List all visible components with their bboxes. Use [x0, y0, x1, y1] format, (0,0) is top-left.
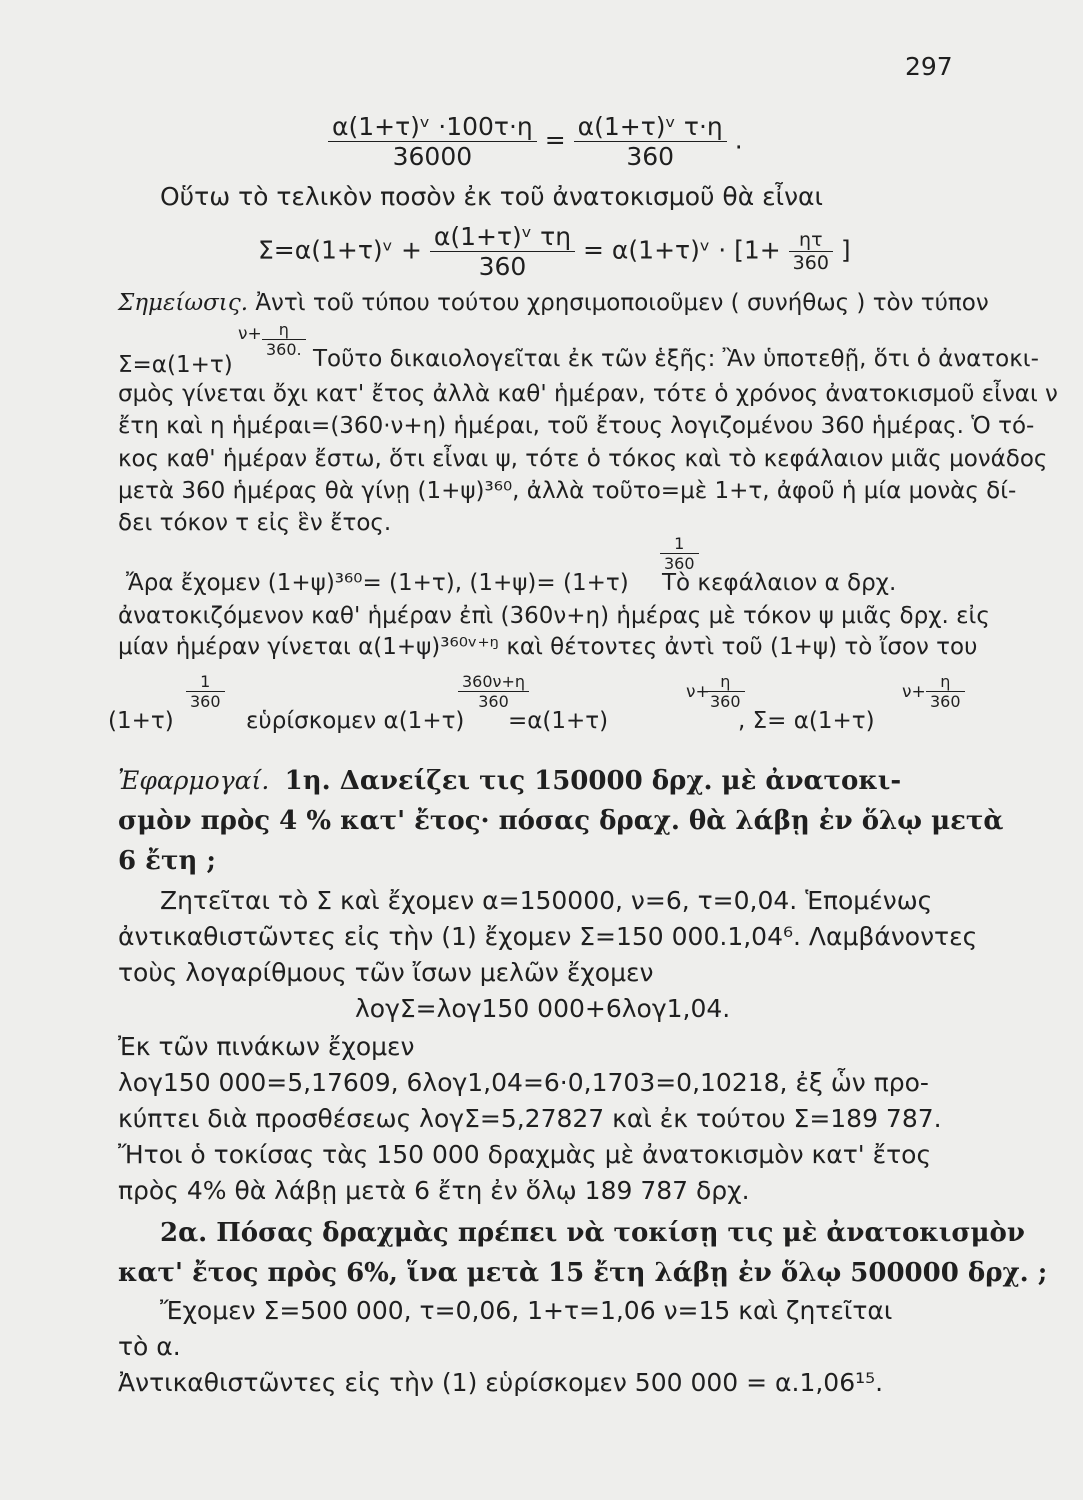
equation-daily-interest	[328, 112, 743, 171]
formula-explanation: Τοῦτο δικαιολογεῖται ἐκ τῶν ἑξῆς: Ἂν ὑποτεθῇ, ὅτι ὁ ἀνατοκι-	[313, 346, 1039, 372]
paragraph-line: Ζητεῖται τὸ Σ καὶ ἔχομεν α=150000, ν=6, τ=0,04. Ἑπομένως	[160, 886, 933, 915]
paragraph-line: ἀνατοκιζόμενον καθ' ἡμέραν ἐπὶ (360ν+η) ἡμέρας μὲ τόκον ψ μιᾶς δρχ. εἰς	[118, 603, 990, 629]
fraction-denominator: 360	[190, 692, 221, 711]
applications-label: Ἐφαρμογαί.	[118, 766, 270, 795]
fraction-numerator: 1	[186, 672, 225, 692]
exponent-fraction	[186, 672, 225, 711]
equation-part: , Σ= α(1+τ)	[738, 708, 875, 734]
fraction-denominator: 360	[626, 142, 675, 171]
application-line: 6 ἔτη ;	[118, 846, 216, 876]
note-label: Σημείωσις.	[118, 290, 249, 316]
fraction-denominator: 360	[710, 692, 741, 711]
paragraph-line	[126, 570, 896, 596]
exponent-prefix: ν+	[686, 682, 710, 702]
paragraph-line: Ἤτοι ὁ τοκίσας τὰς 150 000 δραχμὰς μὲ ἀνατοκισμὸν κατ' ἔτος	[118, 1140, 932, 1169]
paragraph-line: Ἔχομεν Σ=500 000, τ=0,06, 1+τ=1,06 ν=15 καὶ ζητεῖται	[160, 1296, 893, 1325]
fraction-numerator: 1	[660, 534, 699, 554]
paragraph-line: σμὸς γίνεται ὄχι κατ' ἔτος ἀλλὰ καθ' ἡμέραν, τότε ὁ χρόνος ἀνατοκισμοῦ εἶναι ν	[118, 381, 1058, 407]
paragraph-line: λογ150 000=5,17609, 6λογ1,04=6·0,1703=0,10218, ἐξ ὧν προ-	[118, 1068, 929, 1097]
root-exponent-fraction	[660, 534, 699, 573]
fraction-right	[574, 112, 727, 171]
fraction-denominator: 360	[930, 692, 961, 711]
equation-part: εὑρίσκομεν α(1+τ)	[246, 708, 465, 734]
note-line	[118, 290, 989, 316]
fraction-numerator: η	[706, 672, 745, 692]
paragraph-line: τὸ α.	[118, 1332, 181, 1361]
paragraph-line: Ἀντικαθιστῶντες εἰς τὴν (1) εὑρίσκομεν 500 000 = α.1,06¹⁵.	[118, 1368, 884, 1397]
paragraph-line: ἀντικαθιστῶντες εἰς τὴν (1) ἔχομεν Σ=150 000.1,04⁶. Λαμβάνοντες	[118, 922, 978, 951]
fraction-denominator: 360	[478, 692, 509, 711]
exponent-prefix: ν+	[902, 682, 926, 702]
exponent-fraction	[458, 672, 529, 711]
equation-exponents	[108, 672, 968, 732]
fraction-denominator: 360	[478, 252, 527, 281]
paragraph-line: μετὰ 360 ἡμέρας θὰ γίνῃ (1+ψ)³⁶⁰, ἀλλὰ τοῦτο=μὲ 1+τ, ἀφοῦ ἡ μία μονὰς δί-	[118, 478, 1017, 504]
fraction	[430, 222, 575, 281]
formula-exponent-fraction	[262, 320, 306, 359]
equation-part: ]	[840, 235, 851, 265]
application-line: κατ' ἔτος πρὸς 6%, ἵνα μετὰ 15 ἔτη λάβῃ ἐν ὅλῳ 500000 δρχ. ;	[118, 1258, 1048, 1288]
period: .	[734, 125, 743, 155]
fraction-numerator: 360ν+η	[458, 672, 529, 692]
equals-sign: =	[544, 125, 566, 155]
application-heading: 2α. Πόσας δραχμὰς πρέπει νὰ τοκίσῃ τις μὲ ἀνατοκισμὸν	[160, 1218, 1025, 1248]
fraction-denominator: 360	[792, 252, 829, 274]
paragraph-line: ἔτη καὶ η ἡμέραι=(360·ν+η) ἡμέραι, τοῦ ἔτους λογιζομένου 360 ἡμέρας. Ὁ τό-	[118, 413, 1035, 439]
fraction	[789, 229, 833, 274]
equation-final-sum	[258, 222, 851, 281]
note-text: Ἀντὶ τοῦ τύπου τούτου χρησιμοποιοῦμεν ( συνήθως ) τὸν τύπον	[255, 290, 989, 316]
therefore-text: Ἄρα ἔχομεν (1+ψ)³⁶⁰= (1+τ), (1+ψ)= (1+τ)	[126, 570, 629, 596]
equation-part: = α(1+τ)ᵛ · [1+	[583, 235, 781, 265]
fraction-numerator: α(1+τ)ᵛ τη	[430, 222, 575, 252]
paragraph-line: Ἐκ τῶν πινάκων ἔχομεν	[118, 1032, 415, 1061]
fraction-numerator: ητ	[789, 229, 833, 252]
application-heading	[118, 766, 901, 796]
formula-base: Σ=α(1+τ)	[118, 352, 233, 378]
paragraph-line: μίαν ἡμέραν γίνεται α(1+ψ)³⁶⁰ᵛ⁺ᵑ καὶ θέτοντες ἀντὶ τοῦ (1+ψ) τὸ ἴσον του	[118, 634, 978, 660]
equation-part: =α(1+τ)	[508, 708, 609, 734]
text-line: Οὕτω τὸ τελικὸν ποσὸν ἐκ τοῦ ἀνατοκισμοῦ θὰ εἶναι	[160, 182, 824, 211]
page-number: 297	[905, 52, 953, 81]
application-title: 1η. Δανείζει τις 150000 δρχ. μὲ ἀνατοκι-	[284, 766, 902, 796]
paragraph-line: τοὺς λογαρίθμους τῶν ἴσων μελῶν ἔχομεν	[118, 958, 654, 987]
equation-part: (1+τ)	[108, 708, 174, 734]
equation-part: Σ=α(1+τ)ᵛ +	[258, 235, 422, 265]
formula-line: λογΣ=λογ150 000+6λογ1,04.	[355, 994, 731, 1023]
capital-text: Τὸ κεφάλαιον α δρχ.	[661, 570, 897, 596]
paragraph-line: κύπτει διὰ προσθέσεως λογΣ=5,27827 καὶ ἐκ τούτου Σ=189 787.	[118, 1104, 942, 1133]
paragraph-line: κος καθ' ἡμέραν ἔστω, ὅτι εἶναι ψ, τότε ὁ τόκος καὶ τὸ κεφάλαιον μιᾶς μονάδος	[118, 446, 1048, 472]
exponent-fraction	[926, 672, 965, 711]
fraction-numerator: α(1+τ)ᵛ ·100τ·η	[328, 112, 537, 142]
fraction-denominator: 36000	[392, 142, 473, 171]
fraction-numerator: η	[926, 672, 965, 692]
paragraph-line: δει τόκον τ εἰς ἓν ἔτος.	[118, 510, 392, 536]
fraction-denominator: 360	[664, 554, 695, 573]
formula-exponent-prefix: ν+	[238, 324, 262, 344]
application-line: σμὸν πρὸς 4 % κατ' ἔτος· πόσας δραχ. θὰ λάβῃ ἐν ὅλῳ μετὰ	[118, 806, 1004, 836]
paragraph-line: πρὸς 4% θὰ λάβῃ μετὰ 6 ἔτη ἐν ὅλῳ 189 787 δρχ.	[118, 1176, 750, 1205]
fraction-numerator: α(1+τ)ᵛ τ·η	[574, 112, 727, 142]
fraction-left	[328, 112, 537, 171]
fraction-numerator: η	[262, 320, 306, 340]
fraction-denominator: 360.	[266, 340, 302, 359]
exponent-fraction	[706, 672, 745, 711]
